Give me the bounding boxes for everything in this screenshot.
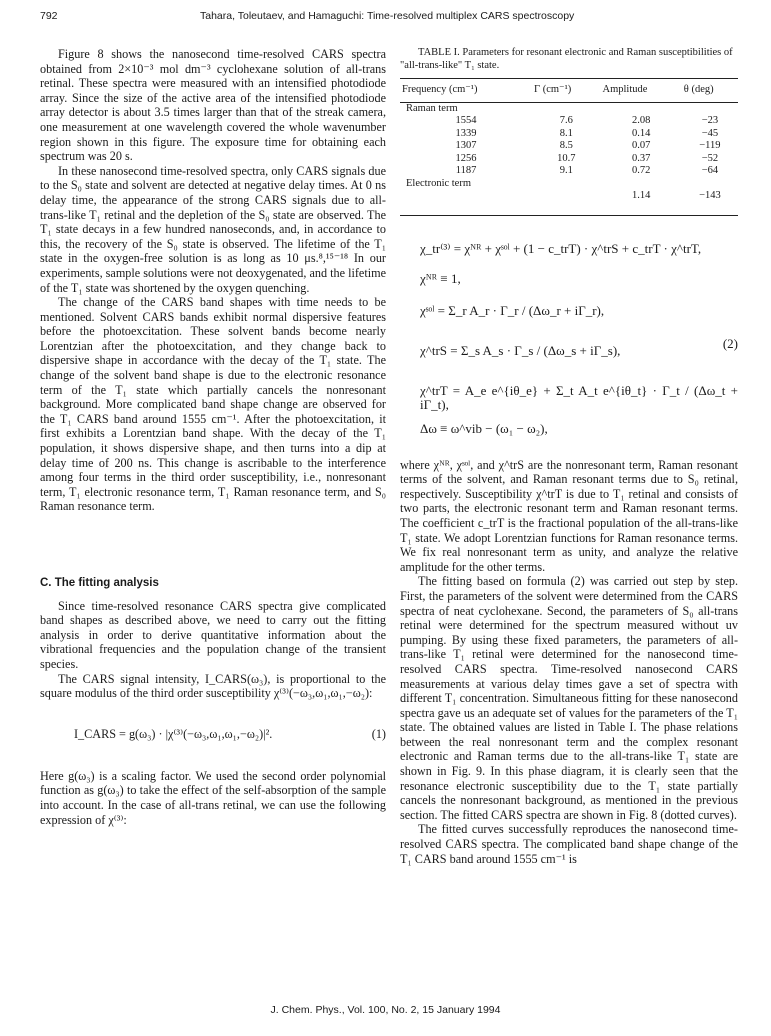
table-cell: −52 xyxy=(701,152,719,164)
table-cell: −23 xyxy=(701,115,719,127)
equation-2-number: (2) xyxy=(722,335,738,351)
section-heading: C. The fitting analysis xyxy=(40,577,159,589)
table-header: θ (deg) xyxy=(682,79,738,103)
table-cell: −119 xyxy=(699,140,721,152)
table-cell: 2.08 xyxy=(631,115,651,127)
table-header: Amplitude xyxy=(601,79,682,103)
table-cell: 8.1 xyxy=(559,127,573,139)
paragraph: Here g(ω₃) is a scaling factor. We used the second order polynomial function as g(ω₃) to take the effect of the self-absorption of the sample into account. In the case of all-trans retinal, we can use the following expression of χ⁽³⁾: xyxy=(40,768,386,827)
paragraph: Since time-resolved resonance CARS spectra give complicated band shapes as described above, we need to carry out the fitting analysis in order to derive quantitative information about the vibrational frequencies and the population change of the transient species. xyxy=(40,598,386,671)
table-cell: 1307 xyxy=(455,140,477,152)
equation-line: Δω ≡ ω^vib − (ω₁ − ω₂), xyxy=(420,420,548,436)
table-cell: −45 xyxy=(701,127,719,139)
table-group-row xyxy=(400,178,738,191)
equation-line: χ^trS = Σ_s A_s · Γ_s / (Δω_s + iΓ_s), xyxy=(420,342,621,358)
equation-2-block xyxy=(400,242,738,452)
table-group-label: Raman term xyxy=(406,102,458,114)
table-cell: 1339 xyxy=(455,127,477,139)
table-cell: 0.14 xyxy=(631,127,651,139)
paragraph: The CARS signal intensity, I_CARS(ω₃), is proportional to the square modulus of the third order susceptibility χ⁽³⁾(−ω₃,ω₁,ω₁,−ω₂): xyxy=(40,671,386,701)
table-row xyxy=(400,165,738,178)
equation-line: χ_tr⁽³⁾ = χᴺᴿ + χˢᵒˡ + (1 − c_trT) · χ^trS + c_trT · χ^trT, xyxy=(420,240,702,256)
equation-line: χ^trT = A_e e^{iθ_e} + Σ_t A_t e^{iθ_t} · Γ_t / (Δω_t + iΓ_t), xyxy=(420,382,738,413)
table-row xyxy=(400,140,738,153)
table-cell xyxy=(400,190,532,215)
table-cell: 8.5 xyxy=(559,140,573,152)
table-row xyxy=(400,128,738,141)
page-footer: J. Chem. Phys., Vol. 100, No. 2, 15 January 1994 xyxy=(270,1004,501,1016)
table-cell: 0.37 xyxy=(631,152,651,164)
table-cell: 1187 xyxy=(455,165,477,177)
table-caption: TABLE I. Parameters for resonant electronic and Raman susceptibilities of "all-trans-like" T₁ state. xyxy=(400,47,733,71)
table-cell: 10.7 xyxy=(557,152,576,164)
table-cell: 1.14 xyxy=(601,190,682,215)
table-row xyxy=(400,190,738,215)
equation-1-body: I_CARS = g(ω₃) · |χ⁽³⁾(−ω₃,ω₁,ω₁,−ω₂)|². xyxy=(74,726,273,741)
paragraph: Figure 8 shows the nanosecond time-resolved CARS spectra obtained from 2×10⁻³ mol dm⁻³ cyclohexane solution of all-trans retinal. These spectra were measured with an intensified photodiode array. Since the size of the active area of the intensified photodiode array detector is about 3.5 times larger than that of the streak camera, one measurement at one wavelength covered the whole wavenumber region shown in this figure. The exposure time for obtaining each spectrum was 20 s. xyxy=(40,47,386,164)
running-title: Tahara, Toleutaev, and Hamaguchi: Time-resolved multiplex CARS spectroscopy xyxy=(200,10,575,22)
left-column xyxy=(40,47,386,827)
right-column xyxy=(400,47,738,866)
table-header: Γ (cm⁻¹) xyxy=(532,79,600,103)
equation-1-number: (1) xyxy=(371,726,386,741)
table-cell: 1554 xyxy=(455,115,477,127)
paragraph: where χᴺᴿ, χˢᵒˡ, and χ^trS are the nonresonant term, Raman resonant terms of the solvent, and Raman resonant terms due to S₀ retinal, respectively. Susceptibility χ^trT is due to T₁ retinal and consists of two parts, the electronic resonant term and Raman resonant terms. The coefficient c_trT is the fractional population of the all-trans-like T₁ state. We adopt Lorentzian functions for Raman resonance terms. We fix real nonresonant term as unity, and analyze the relative amplitude for the other terms. xyxy=(400,457,738,574)
table-cell xyxy=(532,190,600,215)
paragraph: The fitted curves successfully reproduces the nanosecond time-resolved CARS spectra. The complicated band shape change of the T₁ CARS band around 1555 cm⁻¹ is xyxy=(400,822,738,866)
table-cell: 1256 xyxy=(455,152,477,164)
parameters-table xyxy=(400,78,738,216)
table-cell: 0.72 xyxy=(631,165,651,177)
paragraph: The change of the CARS band shapes with time needs to be mentioned. Solvent CARS bands exhibit normal dispersive features before the photoexcitation. These solvent bands become nearly Lorentzian after the photoexcitation, and they change back to dispersive shape in accordance with the decay of the T₁ state. The change of the solvent band shape is due to the electronic resonance term of the T₁ state which partially cancels the nonresonant background. More complicated band shape change are observed for the T₁ CARS band around 1555 cm⁻¹. After the photoexcitation, it first exhibits a Lorentzian band shape. With the decay of the T₁ population, it shows dispersive shape, and then turns into a dip at delay time of 200 ns. This change is ascribable to the interference among four terms in the third order susceptibility, i.e., nonresonant term, T₁ electronic resonance term, T₁ Raman resonance term, and S₀ Raman resonance term. xyxy=(40,295,386,514)
table-cell: −64 xyxy=(701,165,719,177)
table-row xyxy=(400,153,738,166)
table-cell: 0.07 xyxy=(631,140,651,152)
equation-1 xyxy=(40,715,386,755)
equation-line: χᴺᴿ ≡ 1, xyxy=(420,270,461,286)
page-number: 792 xyxy=(40,10,58,22)
paragraph: The fitting based on formula (2) was carried out step by step. First, the parameters of the solvent were determined from the CARS spectra of neat cyclohexane. Second, the parameters of S₀ all-trans retinal were determined for the spectrum measured without uv pumping. By using these fixed parameters, the parameters of all-trans-like T₁ retinal were determined for the nanosecond time-resolved CARS spectra. Time-resolved nanosecond CARS measurements at various delay times gave a set of spectra with different T₁ concentration. Simultaneous fitting for these nanosecond spectra gave us an adequate set of values for the parameters of the T₁ state. The obtained values are listed in Table I. The phase relations between the real nonresonant term and the complex resonant electronic and Raman terms due to the all-trans-like T₁ state are shown in Fig. 9. In this phase diagram, it is clearly seen that the resonance electronic susceptibility due to the T₁ state partially cancels the nonresonant background, as mentioned in the previous section. The fitted CARS spectra are shown in Fig. 8 (dotted curves). xyxy=(400,574,738,822)
table-header-row xyxy=(400,79,738,103)
table-cell: −143 xyxy=(682,190,738,215)
table-row xyxy=(400,115,738,128)
running-header xyxy=(40,10,740,28)
table-cell: 9.1 xyxy=(559,165,573,177)
table-header: Frequency (cm⁻¹) xyxy=(400,79,532,103)
paragraph: In these nanosecond time-resolved spectra, only CARS signals due to the S₀ state and solvent are detected at negative delay times. At 0 ns delay time, the appearance of the strong CARS signals due to all-trans-like T₁ retinal and the depletion of the S₀ state are observed. The T₁ state decays in a few hundred nanoseconds, and, in accordance to this, the recovery of the S₀ state is observed. The lifetime of the T₁ state in the oxygen-free solution is as long as 10 μs.⁸,¹⁵⁻¹⁸ In our experiments, sample solutions were not deoxygenated, and the lifetime of the T₁ state was shortened by the oxygen quenching. xyxy=(40,163,386,295)
table-group-label: Electronic term xyxy=(406,177,472,189)
equation-line: χˢᵒˡ = Σ_r A_r · Γ_r / (Δω_r + iΓ_r), xyxy=(420,302,605,318)
table-cell: 7.6 xyxy=(559,115,573,127)
table-group-row xyxy=(400,102,738,115)
